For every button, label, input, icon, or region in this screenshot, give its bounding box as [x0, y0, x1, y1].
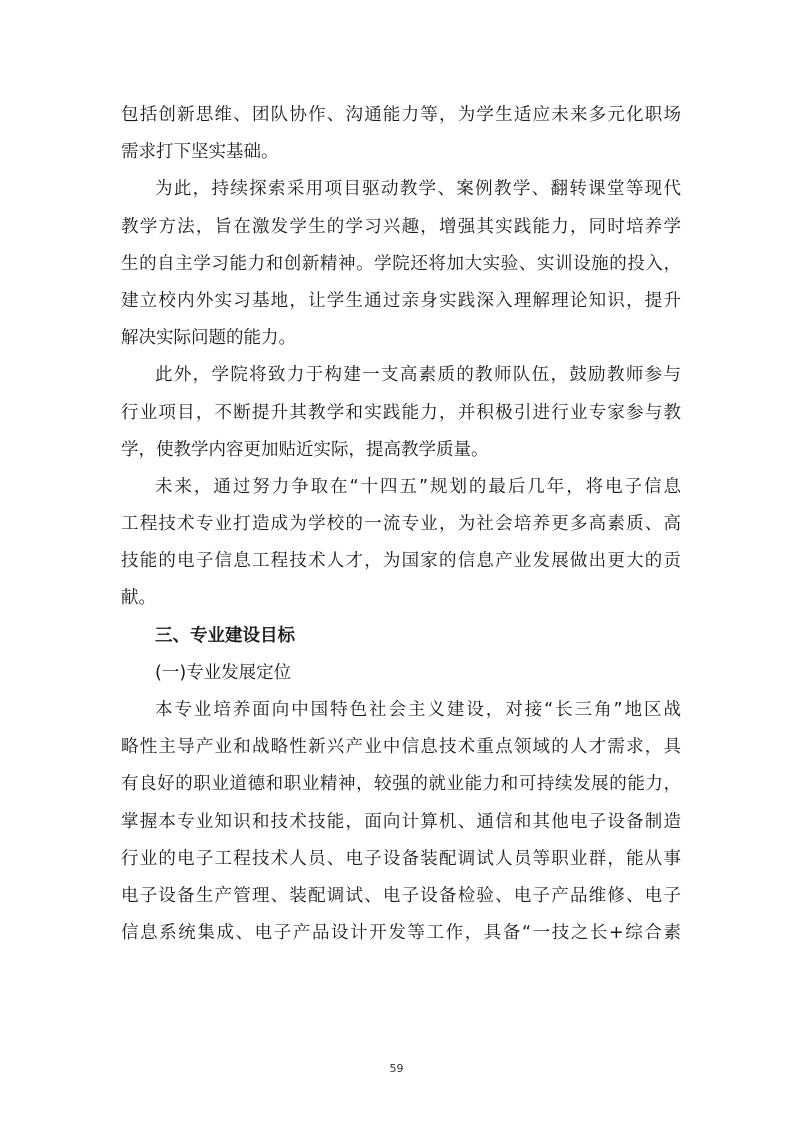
text-line: 为此，持续探索采用项目驱动教学、案例教学、翻转课堂等现代 [155, 179, 681, 200]
page-number: 59 [389, 1062, 404, 1075]
text-line: 本专业培养面向中国特色社会主义建设，对接“长三角”地区战 [155, 700, 681, 720]
text-line: 掌握本专业知识和技术技能，面向计算机、通信和其他电子设备制造 [121, 811, 681, 832]
text-line: 此外，学院将致力于构建一支高素质的教师队伍，鼓励教师参与 [155, 365, 681, 386]
paragraph-2 [121, 171, 681, 357]
text-line: 解决实际问题的能力。 [121, 328, 296, 349]
text-line: 行业项目，不断提升其教学和实践能力，并积极引进行业专家参与教 [121, 402, 681, 423]
paragraph-3 [121, 357, 681, 469]
text-line: 技能的电子信息工程技术人才，为国家的信息产业发展做出更大的贡 [121, 551, 681, 572]
text-line: 信息系统集成、电子产品设计开发等工作，具备“一技之长+综合素 [121, 923, 681, 944]
text-line: 有良好的职业道德和职业精神，较强的就业能力和可持续发展的能力， [121, 774, 681, 795]
section-heading: 三、专业建设目标 [155, 625, 295, 646]
text-line: 学，使教学内容更加贴近实际，提高教学质量。 [121, 439, 489, 460]
subsection-heading: (一)专业发展定位 [155, 662, 292, 683]
text-line: 教学方法，旨在激发学生的学习兴趣，增强其实践能力，同时培养学 [121, 216, 681, 237]
text-line: 工程技术专业打造成为学校的一流专业，为社会培养更多高素质、高 [121, 514, 681, 535]
text-line: 献。 [121, 588, 156, 609]
paragraph-1 [121, 97, 681, 171]
document-body [121, 97, 681, 952]
text-line: 行业的电子工程技术人员、电子设备装配调试人员等职业群，能从事 [121, 848, 681, 869]
text-line: 需求打下坚实基础。 [121, 142, 279, 163]
text-line: 生的自主学习能力和创新精神。学院还将加大实验、实训设施的投入， [121, 253, 681, 274]
text-line: 包括创新思维、团队协作、沟通能力等，为学生适应未来多元化职场 [121, 105, 681, 125]
text-line: 未来，通过努力争取在“十四五”规划的最后几年，将电子信息 [155, 476, 681, 497]
text-line: 建立校内外实习基地，让学生通过亲身实践深入理解理论知识，提升 [121, 290, 681, 311]
paragraph-5 [121, 692, 681, 952]
text-line: 略性主导产业和战略性新兴产业中信息技术重点领域的人才需求，具 [121, 737, 681, 758]
paragraph-4 [121, 469, 681, 618]
text-line: 电子设备生产管理、装配调试、电子设备检验、电子产品维修、电子 [121, 885, 681, 906]
